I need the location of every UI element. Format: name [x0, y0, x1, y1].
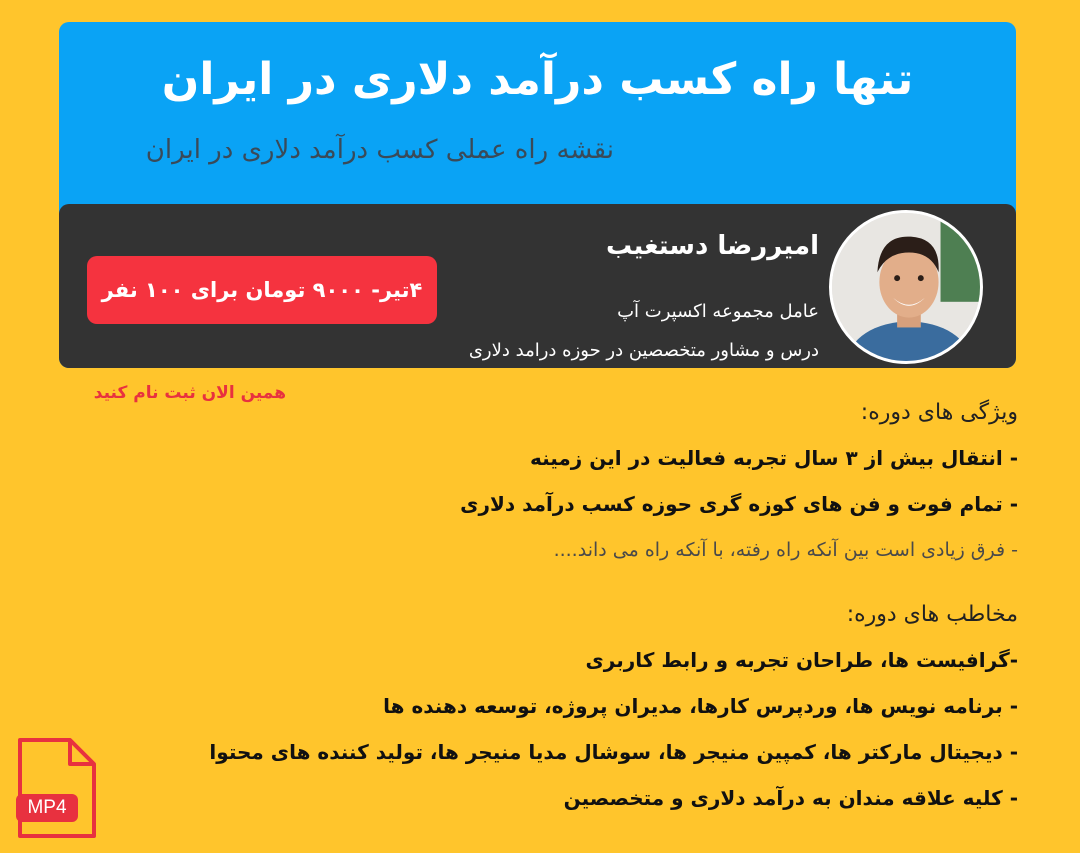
- features-heading: ویژگی های دوره:: [860, 400, 1018, 425]
- feature-item: - فرق زیادی است بین آنکه راه رفته، با آنکه راه می داند....: [553, 539, 1018, 561]
- presenter-name: امیررضا دستغیب: [605, 231, 819, 261]
- presenter-role-line2: درس و مشاور متخصصین در حوزه درامد دلاری: [468, 340, 819, 361]
- audience-item: - کلیه علاقه مندان به درآمد دلاری و متخصصین: [563, 786, 1018, 810]
- page-title: تنها راه کسب درآمد دلاری در ایران: [161, 54, 914, 105]
- presenter-panel: [59, 204, 1016, 368]
- page-subtitle: نقشه راه عملی کسب درآمد دلاری در ایران: [145, 135, 614, 165]
- register-now-link[interactable]: همین الان ثبت نام کنید: [93, 383, 286, 403]
- presenter-role-line1: عامل مجموعه اکسپرت آپ: [617, 301, 819, 322]
- register-offer-button[interactable]: ۴تیر- ۹۰۰۰ تومان برای ۱۰۰ نفر: [87, 256, 437, 324]
- file-outline-icon: [14, 736, 98, 842]
- presenter-avatar: [829, 210, 983, 364]
- audience-item: -گرافیست ها، طراحان تجربه و رابط کاربری: [585, 648, 1018, 672]
- audience-item: - برنامه نویس ها، وردپرس کارها، مدیران پروژه، توسعه دهنده ها: [383, 694, 1018, 718]
- file-type-label: MP4: [16, 794, 78, 822]
- audience-item: - دیجیتال مارکتر ها، کمپین منیجر ها، سوشال مدیا منیجر ها، تولید کننده های محتوا: [209, 740, 1018, 764]
- audience-section: [209, 598, 1018, 810]
- hero-banner: [59, 22, 1016, 368]
- feature-item: - تمام فوت و فن های کوزه گری حوزه کسب درآمد دلاری: [460, 492, 1018, 516]
- presenter-photo: [832, 213, 980, 361]
- features-section: [398, 396, 1018, 562]
- feature-item: - انتقال بیش از ۳ سال تجربه فعالیت در این زمینه: [529, 446, 1018, 470]
- audience-heading: مخاطب های دوره:: [846, 602, 1018, 627]
- mp4-file-icon: [14, 736, 98, 842]
